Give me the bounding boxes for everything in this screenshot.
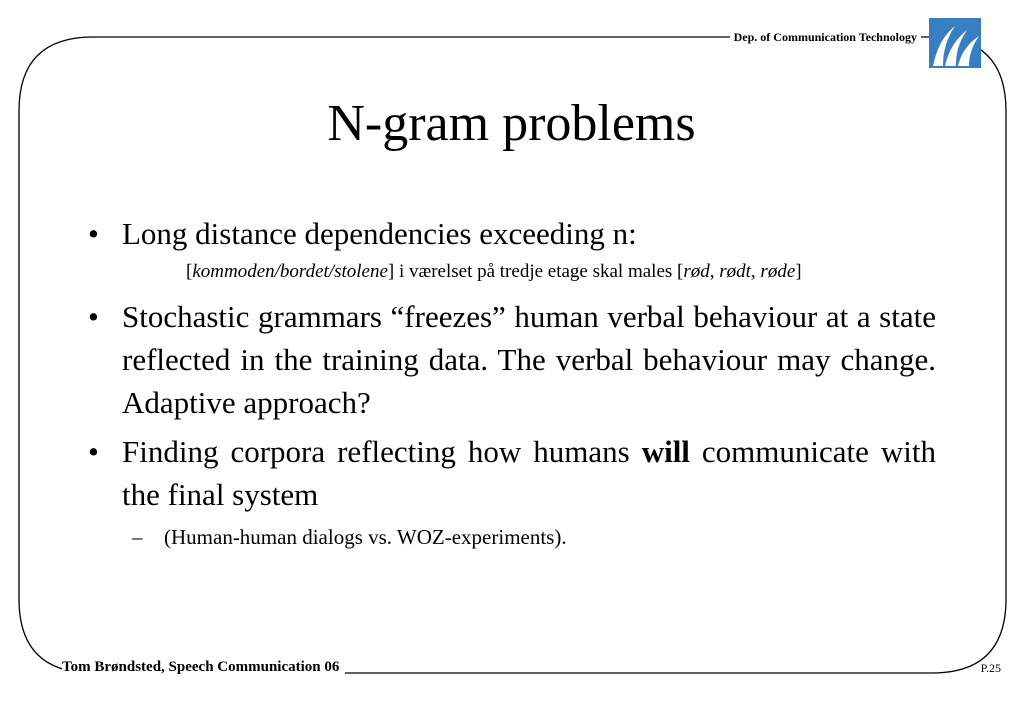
bullet-text: Stochastic grammars “freezes” human verbal behaviour at a state reflected in the training data. The verbal behaviour may change. Adaptive approach?	[122, 299, 936, 420]
bullet-item	[88, 295, 936, 424]
bullet-glyph: •	[88, 434, 99, 469]
example-open-bracket: [	[186, 261, 193, 282]
bullet-item	[88, 212, 936, 255]
page-number: P.25	[980, 661, 1001, 675]
bullet-bold-word: will	[641, 434, 690, 469]
slide-content	[88, 212, 936, 552]
footer-author: Tom Brøndsted, Speech Communication 06	[62, 659, 345, 676]
bullet-text: Long distance dependencies exceeding n:	[122, 216, 637, 251]
department-label: Dep. of Communication Technology	[730, 30, 921, 45]
bullet-glyph: •	[88, 299, 99, 334]
university-waves-logo-icon	[929, 18, 981, 68]
bullet-glyph: •	[88, 216, 99, 251]
sub-bullet-item	[88, 522, 936, 552]
example-close-bracket: ]	[795, 261, 802, 282]
slide-title: N-gram problems	[327, 95, 696, 152]
example-italic-adjectives: rød, rødt, røde	[683, 261, 796, 282]
example-sentence	[136, 259, 914, 285]
dash-glyph: –	[132, 525, 143, 549]
example-italic-nouns: kommoden/bordet/stolene	[192, 261, 388, 282]
example-middle-text: ] i værelset på tredje etage skal males [	[387, 261, 684, 282]
bullet-item	[88, 430, 936, 516]
bullet-text-before: Finding corpora reflecting how humans	[122, 434, 642, 469]
sub-bullet-text: (Human-human dialogs vs. WOZ-experiments).	[164, 525, 567, 549]
bullet-text-after: communicate with the final system	[122, 434, 937, 512]
